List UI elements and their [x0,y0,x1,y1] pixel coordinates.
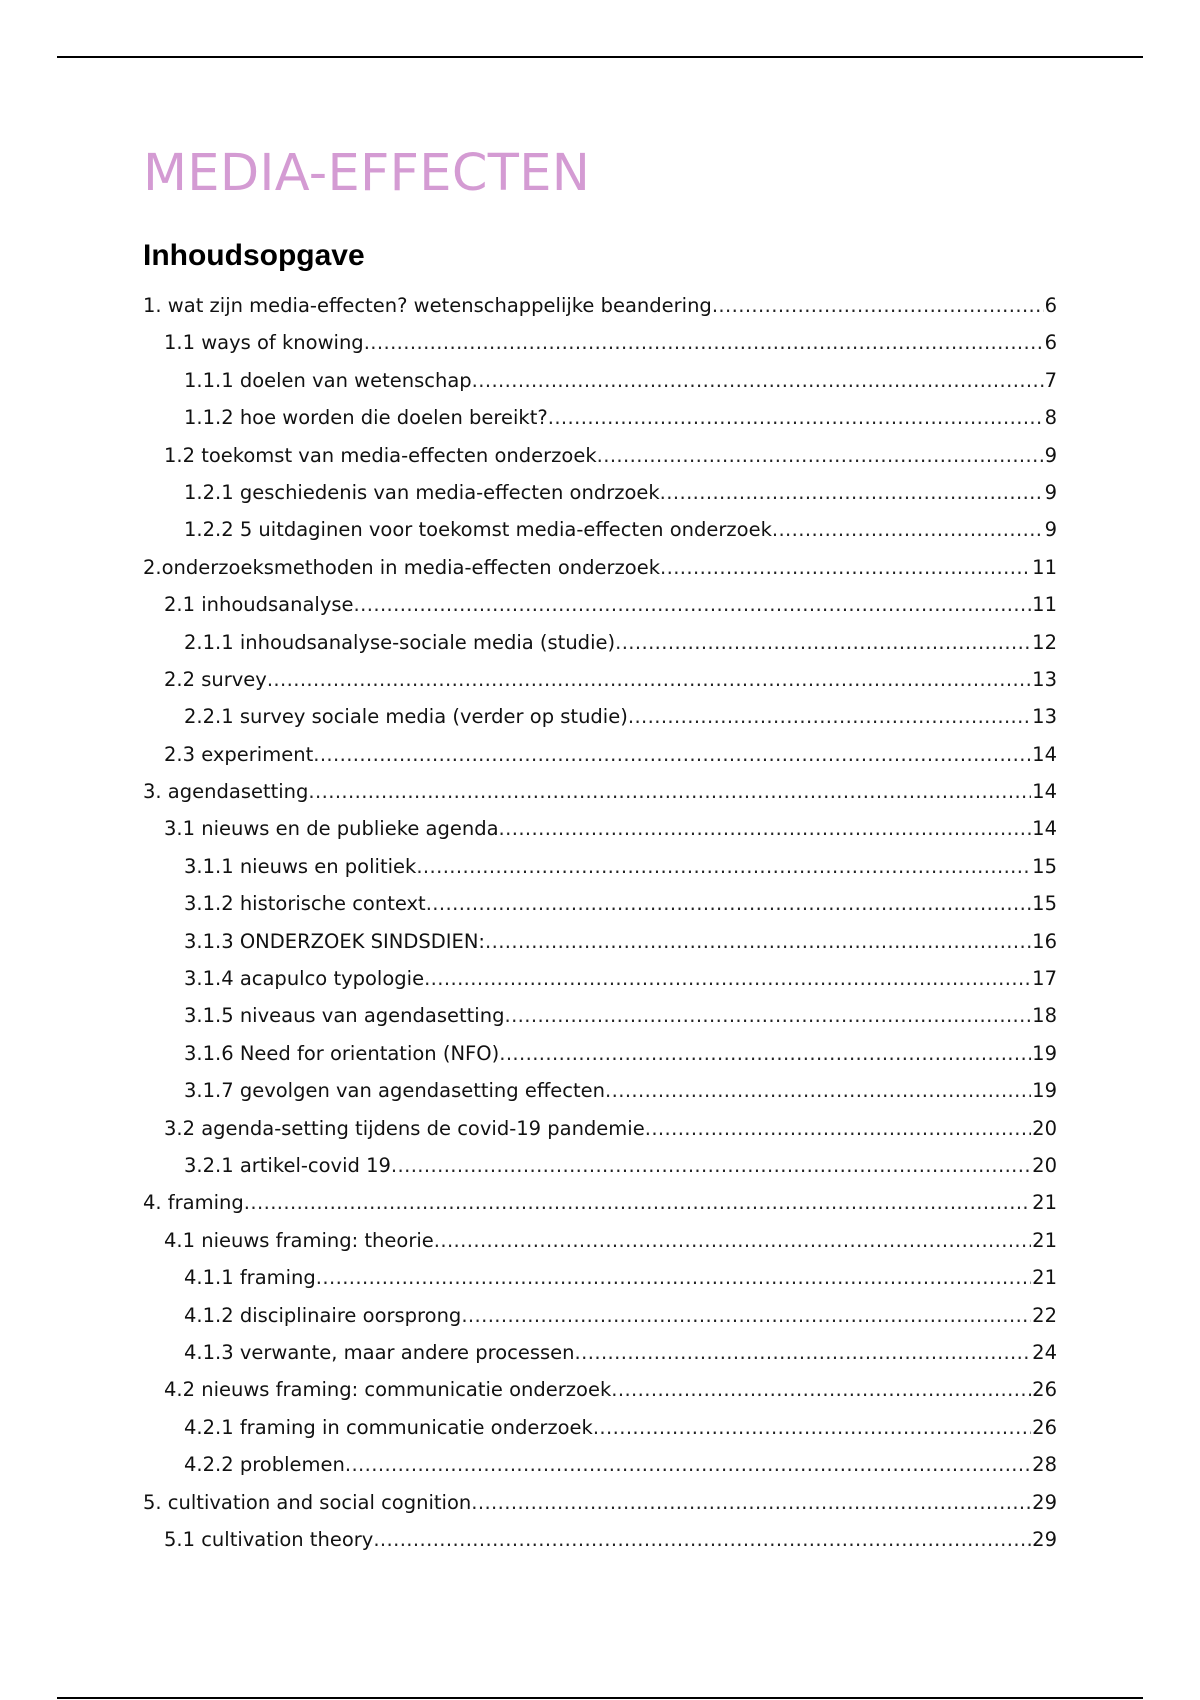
toc-entry-title: 1.1.2 hoe worden die doelen bereikt? [184,406,548,430]
toc-dot-leader [499,810,1032,847]
toc-entry-title: 3.1.7 gevolgen van agendasetting effecten [184,1079,606,1103]
toc-entry-page-number: 24 [1032,1340,1057,1364]
toc-dot-leader [645,1110,1031,1147]
toc-dot-leader [485,923,1031,960]
toc-entry-title: 2.2 survey [164,667,267,691]
toc-entry-page-number: 9 [1044,518,1057,542]
toc-entry-page-number: 18 [1032,1004,1057,1028]
toc-entry-page-number: 22 [1032,1303,1057,1327]
toc-entry-page-number: 9 [1044,480,1057,504]
toc-entry-title: 1.2.2 5 uitdaginen voor toekomst media-effecten onderzoek [184,518,772,542]
toc-entry[interactable] [143,1184,1057,1221]
toc-entry-page-number: 11 [1032,593,1057,617]
toc-dot-leader [391,1147,1031,1184]
toc-entry[interactable] [143,1035,1057,1072]
toc-dot-leader [345,1446,1031,1483]
toc-entry-page-number: 29 [1032,1527,1057,1551]
toc-dot-leader [364,324,1044,361]
toc-entry-title: 3.1.4 acapulco typologie [184,967,425,991]
toc-dot-leader [316,1259,1031,1296]
toc-dot-leader [426,885,1031,922]
toc-entry-page-number: 7 [1044,368,1057,392]
toc-entry-page-number: 21 [1032,1228,1057,1252]
toc-entry-page-number: 21 [1032,1266,1057,1290]
toc-dot-leader [424,960,1031,997]
toc-entry-page-number: 13 [1032,705,1057,729]
toc-entry-page-number: 9 [1044,443,1057,467]
toc-entry-title: 1.2.1 geschiedenis van media-effecten ondrzoek [184,480,660,504]
toc-dot-leader [308,773,1031,810]
toc-entry[interactable] [143,586,1057,623]
toc-entry-title: 1.1 ways of knowing [164,331,364,355]
toc-entry-title: 2.3 experiment [164,742,314,766]
toc-entry-title: 2.1 inhoudsanalyse [164,593,354,617]
table-of-contents [143,287,1057,1558]
toc-dot-leader [244,1184,1031,1221]
toc-entry[interactable] [143,1222,1057,1259]
toc-entry[interactable] [143,1371,1057,1408]
toc-entry-title: 3.2.1 artikel-covid 19 [184,1153,391,1177]
toc-dot-leader [267,661,1031,698]
toc-entry-title: 1. wat zijn media-effecten? wetenschappelijke beandering [143,294,712,317]
toc-entry-page-number: 14 [1032,780,1057,804]
toc-entry-title: 3.1.3 ONDERZOEK SINDSDIEN: [184,929,486,953]
toc-entry[interactable] [143,437,1057,474]
toc-dot-leader [712,287,1044,324]
toc-entry-page-number: 14 [1032,817,1057,841]
toc-dot-leader [504,997,1031,1034]
toc-entry-page-number: 20 [1032,1153,1057,1177]
toc-dot-leader [597,437,1044,474]
toc-dot-leader [628,698,1031,735]
toc-entry-title: 3.1 nieuws en de publieke agenda [164,817,499,841]
toc-dot-leader [548,399,1044,436]
toc-entry[interactable] [143,399,1057,436]
toc-entry[interactable] [143,848,1057,885]
toc-entry[interactable] [143,1072,1057,1109]
toc-entry[interactable] [143,1484,1057,1521]
toc-entry-page-number: 6 [1044,294,1057,317]
toc-heading: Inhoudsopgave [143,239,365,272]
toc-entry-page-number: 11 [1032,555,1057,579]
toc-entry[interactable] [143,960,1057,997]
toc-entry[interactable] [143,1147,1057,1184]
toc-dot-leader [660,474,1044,511]
toc-entry[interactable] [143,624,1057,661]
toc-dot-leader [416,848,1031,885]
toc-entry[interactable] [143,511,1057,548]
toc-entry-title: 3.1.6 Need for orientation (NFO) [184,1041,500,1065]
toc-entry-title: 1.2 toekomst van media-effecten onderzoek [164,443,597,467]
toc-entry[interactable] [143,362,1057,399]
toc-dot-leader [605,1072,1031,1109]
toc-entry-page-number: 13 [1032,667,1057,691]
toc-entry-title: 5.1 cultivation theory [164,1527,374,1551]
toc-entry[interactable] [143,1110,1057,1147]
toc-entry-page-number: 17 [1032,967,1057,991]
toc-entry-title: 4.1.1 framing [184,1266,316,1290]
header-rule [57,56,1143,58]
toc-entry-title: 4. framing [143,1191,244,1215]
toc-entry-page-number: 16 [1032,929,1057,953]
toc-entry-title: 2.2.1 survey sociale media (verder op studie) [184,705,628,729]
toc-entry-title: 2.1.1 inhoudsanalyse-sociale media (studie) [184,630,616,654]
toc-entry[interactable] [143,324,1057,361]
toc-entry[interactable] [143,997,1057,1034]
toc-entry-page-number: 29 [1032,1490,1057,1514]
footer-rule [57,1697,1143,1699]
toc-entry-page-number: 14 [1032,742,1057,766]
toc-entry[interactable] [143,1409,1057,1446]
toc-entry[interactable] [143,698,1057,735]
toc-dot-leader [354,586,1032,623]
toc-dot-leader [373,1521,1031,1558]
toc-entry-title: 4.2.1 framing in communicatie onderzoek [184,1415,593,1439]
toc-entry-title: 1.1.1 doelen van wetenschap [184,368,472,392]
toc-dot-leader [615,624,1031,661]
toc-entry-page-number: 21 [1032,1191,1057,1215]
toc-entry-page-number: 28 [1032,1453,1057,1477]
toc-entry-page-number: 15 [1032,892,1057,916]
toc-entry[interactable] [143,1297,1057,1334]
toc-entry-title: 3.1.1 nieuws en politiek [184,854,417,878]
toc-entry[interactable] [143,1259,1057,1296]
toc-dot-leader [772,511,1044,548]
toc-entry-title: 4.1 nieuws framing: theorie [164,1228,434,1252]
toc-entry-page-number: 8 [1044,406,1057,430]
toc-dot-leader [471,1484,1031,1521]
toc-dot-leader [313,736,1031,773]
toc-entry-page-number: 20 [1032,1116,1057,1140]
toc-dot-leader [434,1222,1031,1259]
toc-dot-leader [575,1334,1032,1371]
toc-entry-title: 2.onderzoeksmethoden in media-effecten onderzoek [143,555,660,579]
toc-entry-title: 3.2 agenda-setting tijdens de covid-19 pandemie [164,1116,645,1140]
toc-entry-page-number: 26 [1032,1378,1057,1402]
document-title: MEDIA-EFFECTEN [143,144,591,203]
toc-entry-page-number: 19 [1032,1041,1057,1065]
toc-entry[interactable] [143,810,1057,847]
toc-dot-leader [660,549,1031,586]
toc-entry[interactable] [143,885,1057,922]
toc-entry-page-number: 12 [1032,630,1057,654]
toc-entry[interactable] [143,661,1057,698]
toc-entry[interactable] [143,736,1057,773]
toc-entry-page-number: 15 [1032,854,1057,878]
toc-entry-title: 4.1.3 verwante, maar andere processen [184,1340,575,1364]
toc-entry-page-number: 26 [1032,1415,1057,1439]
toc-dot-leader [499,1035,1031,1072]
toc-entry-title: 5. cultivation and social cognition [143,1490,472,1514]
toc-entry[interactable] [143,773,1057,810]
toc-entry-title: 4.2.2 problemen [184,1453,345,1477]
toc-entry-page-number: 6 [1044,331,1057,355]
toc-entry-page-number: 19 [1032,1079,1057,1103]
toc-entry[interactable] [143,1446,1057,1483]
toc-entry-title: 4.1.2 disciplinaire oorsprong [184,1303,462,1327]
toc-entry-title: 3.1.5 niveaus van agendasetting [184,1004,505,1028]
toc-entry[interactable] [143,1334,1057,1371]
toc-dot-leader [461,1297,1031,1334]
toc-entry-title: 3.1.2 historische context [184,892,426,916]
toc-entry[interactable] [143,549,1057,586]
toc-dot-leader [472,362,1044,399]
toc-entry-title: 3. agendasetting [143,780,309,804]
toc-dot-leader [611,1371,1031,1408]
toc-entry[interactable] [143,474,1057,511]
toc-entry-title: 4.2 nieuws framing: communicatie onderzoek [164,1378,612,1402]
toc-entry[interactable] [143,287,1057,324]
toc-dot-leader [593,1409,1031,1446]
toc-entry[interactable] [143,1521,1057,1558]
toc-entry[interactable] [143,923,1057,960]
